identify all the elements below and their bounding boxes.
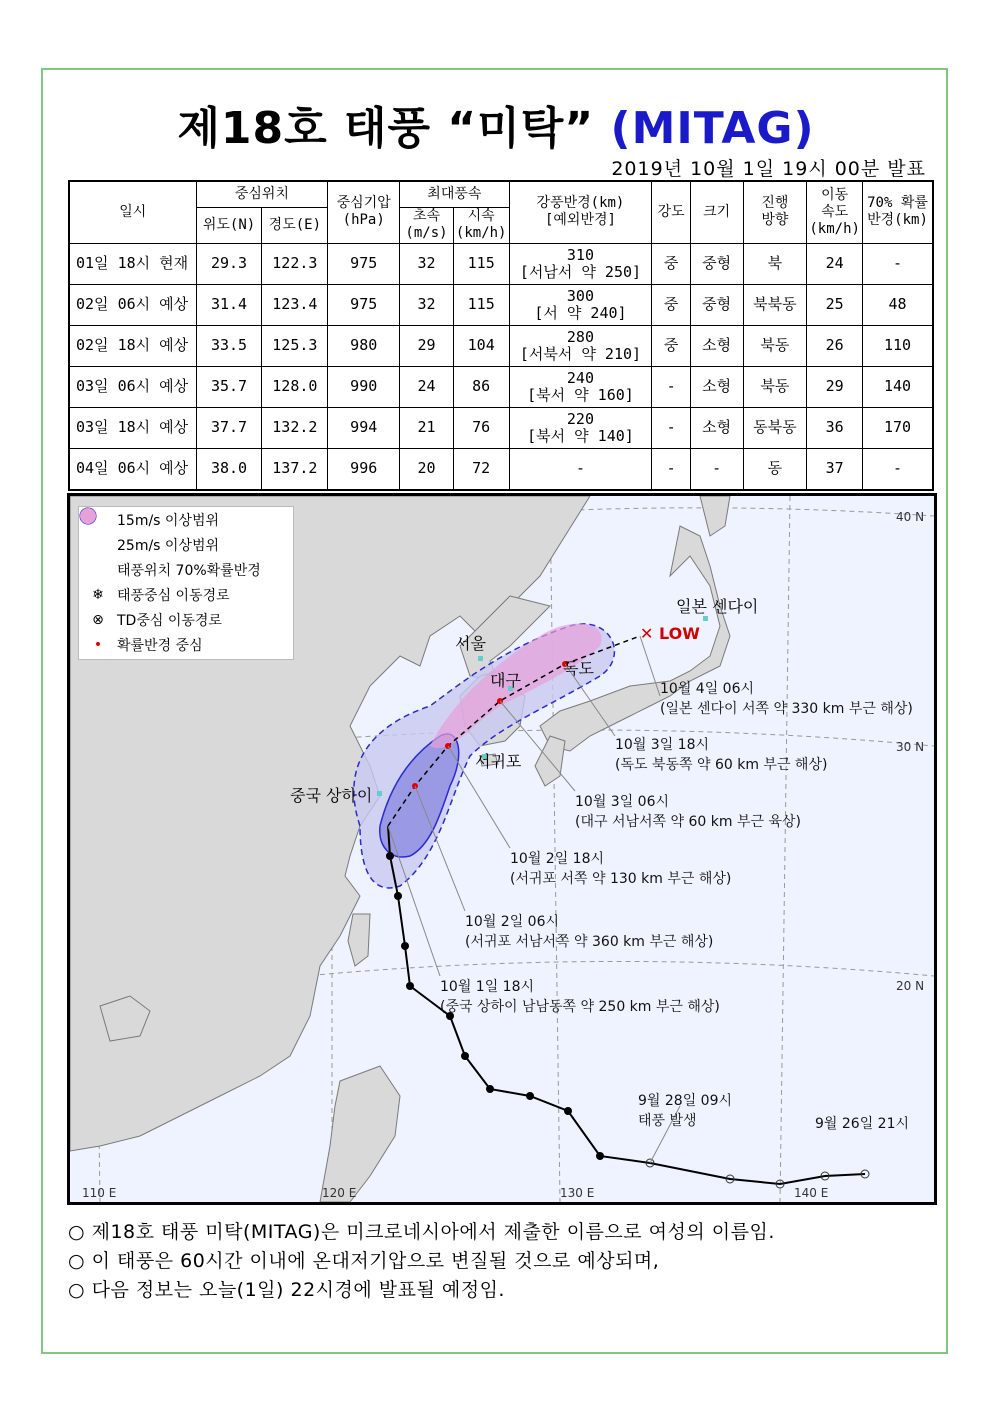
grid-label-lon120: 120 E <box>322 1186 357 1200</box>
cell-dt: 01일 18시 현재 <box>69 243 196 284</box>
cell-kmh: 76 <box>453 407 509 448</box>
col-pressure: 중심기압 (hPa) <box>328 181 400 243</box>
track-point <box>486 1085 494 1093</box>
cell-size: - <box>690 448 743 490</box>
track-point <box>564 1107 572 1115</box>
cell-ms: 32 <box>400 243 454 284</box>
cell-size: 소형 <box>690 407 743 448</box>
city-sendai: 일본 센다이 <box>676 597 759 616</box>
typhoon-track-map <box>67 493 937 1205</box>
cell-kmh: 104 <box>453 325 509 366</box>
cell-lon: 125.3 <box>262 325 328 366</box>
cell-ms: 24 <box>400 366 454 407</box>
cell-dt: 03일 18시 예상 <box>69 407 196 448</box>
cell-str: - <box>652 448 690 490</box>
track-point <box>401 942 409 950</box>
cell-ms: 20 <box>400 448 454 490</box>
cell-p: 980 <box>328 325 400 366</box>
label-oct2-18: 10월 2일 18시 (서귀포 서쪽 약 130 km 부근 해상) <box>510 851 732 887</box>
table-row <box>69 448 933 490</box>
hokkaido-land <box>700 496 730 536</box>
cell-p: 994 <box>328 407 400 448</box>
cell-p: 996 <box>328 448 400 490</box>
city-seoul: 서울 <box>455 634 486 653</box>
cell-radius: 300 [서 약 240] <box>509 284 652 325</box>
city-daegu: 대구 <box>490 671 521 690</box>
notes <box>68 1218 775 1305</box>
cell-str: 중 <box>652 243 690 284</box>
legend-prob: 태풍위치 70%확률반경 <box>79 557 293 582</box>
cell-dir: 북 <box>743 243 807 284</box>
td-points <box>646 1159 869 1188</box>
title-english: (MITAG) <box>610 103 815 154</box>
cell-size: 중형 <box>690 243 743 284</box>
table-row <box>69 325 933 366</box>
cell-spd: 24 <box>807 243 863 284</box>
grid-label-lat40: 40 N <box>896 510 925 524</box>
low-marker: ✕ LOW <box>640 624 700 643</box>
cell-p: 975 <box>328 284 400 325</box>
cell-prob: - <box>863 448 934 490</box>
col-lon: 경도(E) <box>262 207 328 243</box>
grid-label-lat20: 20 N <box>896 979 925 993</box>
cell-kmh: 72 <box>453 448 509 490</box>
legend-15ms: 15m/s 이상범위 <box>79 507 293 532</box>
label-oct3-18: 10월 3일 18시 (독도 북동쪽 약 60 km 부근 해상) <box>615 737 828 773</box>
label-oct2-06: 10월 2일 06시 (서귀포 서남서쪽 약 360 km 부근 해상) <box>465 914 714 950</box>
cell-radius: 310 [서남서 약 250] <box>509 243 652 284</box>
col-size: 크기 <box>690 181 743 243</box>
col-radius: 강풍반경(km) [예외반경] <box>509 181 652 243</box>
cell-radius: 220 [북서 약 140] <box>509 407 652 448</box>
col-direction: 진행 방향 <box>743 181 807 243</box>
taiwan-land <box>348 914 370 966</box>
cell-prob: - <box>863 243 934 284</box>
col-strength: 강도 <box>652 181 690 243</box>
city-shanghai: 중국 상하이 <box>290 786 373 805</box>
cell-dir: 동 <box>743 448 807 490</box>
cell-lat: 31.4 <box>196 284 262 325</box>
cell-kmh: 86 <box>453 366 509 407</box>
cell-p: 975 <box>328 243 400 284</box>
cell-size: 소형 <box>690 325 743 366</box>
grid-label-lon130: 130 E <box>560 1186 595 1200</box>
table-row <box>69 284 933 325</box>
cell-dt: 02일 18시 예상 <box>69 325 196 366</box>
cell-spd: 36 <box>807 407 863 448</box>
col-center: 중심위치 <box>196 181 328 207</box>
grid-label-lat30: 30 N <box>896 740 925 754</box>
cell-lon: 122.3 <box>262 243 328 284</box>
cell-lon: 123.4 <box>262 284 328 325</box>
map-legend <box>78 506 294 660</box>
cell-dir: 북북동 <box>743 284 807 325</box>
col-lat: 위도(N) <box>196 207 262 243</box>
city-dokdo: 독도 <box>563 659 594 678</box>
cell-lat: 35.7 <box>196 366 262 407</box>
page-title <box>0 92 992 156</box>
cell-kmh: 115 <box>453 284 509 325</box>
cell-radius: 280 [서북서 약 210] <box>509 325 652 366</box>
note-1: ○ 제18호 태풍 미탁(MITAG)은 미크로네시아에서 제출한 이름으로 여성의 이름임. <box>68 1221 775 1243</box>
label-oct1-18: 10월 1일 18시 (중국 상하이 남남동쪽 약 250 km 부근 해상) <box>440 979 720 1015</box>
cell-p: 990 <box>328 366 400 407</box>
cell-prob: 48 <box>863 284 934 325</box>
grid-label-lon110: 110 E <box>82 1186 117 1200</box>
typhoon-icon: ❄ <box>92 586 104 603</box>
cell-ms: 32 <box>400 284 454 325</box>
legend-td-track: ⊗ TD중심 이동경로 <box>79 607 293 632</box>
cell-radius: - <box>509 448 652 490</box>
col-speed: 이동 속도 (km/h) <box>807 181 863 243</box>
track-point <box>386 852 394 860</box>
cell-dir: 북동 <box>743 325 807 366</box>
cell-prob: 110 <box>863 325 934 366</box>
track-point <box>406 982 414 990</box>
city-seogwipo: 서귀포 <box>475 752 522 771</box>
cell-lat: 37.7 <box>196 407 262 448</box>
philippines-land <box>320 1066 400 1202</box>
legend-25ms: 25m/s 이상범위 <box>79 532 293 557</box>
col-kmh: 시속 (km/h) <box>453 207 509 243</box>
table-row <box>69 366 933 407</box>
col-datetime: 일시 <box>69 181 196 243</box>
label-sep28-09: 9월 28일 09시 태풍 발생 <box>638 1093 733 1129</box>
cell-lat: 38.0 <box>196 448 262 490</box>
cell-radius: 240 [북서 약 160] <box>509 366 652 407</box>
cell-lon: 137.2 <box>262 448 328 490</box>
cell-ms: 21 <box>400 407 454 448</box>
cell-dir: 동북동 <box>743 407 807 448</box>
track-point <box>596 1152 604 1160</box>
cell-lon: 132.2 <box>262 407 328 448</box>
label-oct3-06: 10월 3일 06시 (대구 서남서쪽 약 60 km 부근 육상) <box>575 794 801 830</box>
cell-spd: 25 <box>807 284 863 325</box>
cell-dt: 02일 06시 예상 <box>69 284 196 325</box>
city-marker <box>478 656 483 661</box>
grid-lon140 <box>780 496 790 1202</box>
note-3: ○ 다음 정보는 오늘(1일) 22시경에 발표될 예정임. <box>68 1279 505 1301</box>
label-sep26-21: 9월 26일 21시 <box>815 1116 910 1132</box>
cell-spd: 26 <box>807 325 863 366</box>
city-marker <box>377 791 382 796</box>
cell-spd: 37 <box>807 448 863 490</box>
cell-dt: 03일 06시 예상 <box>69 366 196 407</box>
table-row <box>69 243 933 284</box>
cell-size: 중형 <box>690 284 743 325</box>
forecast-table <box>68 180 934 491</box>
cell-kmh: 115 <box>453 243 509 284</box>
cell-str: 중 <box>652 325 690 366</box>
col-maxwind: 최대풍속 <box>400 181 509 207</box>
col-ms: 초속 (m/s) <box>400 207 454 243</box>
cell-str: - <box>652 366 690 407</box>
legend-prob-center: • 확률반경 중심 <box>79 632 293 657</box>
cell-lat: 29.3 <box>196 243 262 284</box>
grid-label-lon140: 140 E <box>794 1186 829 1200</box>
dot-icon: • <box>93 636 103 653</box>
track-point <box>526 1092 534 1100</box>
cell-dir: 북동 <box>743 366 807 407</box>
cell-prob: 140 <box>863 366 934 407</box>
cell-str: 중 <box>652 284 690 325</box>
cell-ms: 29 <box>400 325 454 366</box>
cell-lon: 128.0 <box>262 366 328 407</box>
td-icon: ⊗ <box>92 611 104 628</box>
title-korean: 제18호 태풍 “미탁” <box>177 103 595 154</box>
cell-dt: 04일 06시 예상 <box>69 448 196 490</box>
track-point <box>394 892 402 900</box>
label-oct4-06: 10월 4일 06시 (일본 센다이 서쪽 약 330 km 부근 해상) <box>660 681 913 717</box>
cell-size: 소형 <box>690 366 743 407</box>
cell-lat: 33.5 <box>196 325 262 366</box>
cell-str: - <box>652 407 690 448</box>
note-2: ○ 이 태풍은 60시간 이내에 온대저기압으로 변질될 것으로 예상되며, <box>68 1250 660 1272</box>
cell-prob: 170 <box>863 407 934 448</box>
track-point <box>461 1052 469 1060</box>
legend-track: ❄ 태풍중심 이동경로 <box>79 582 293 607</box>
issued-time: 2019년 10월 1일 19시 00분 발표 <box>611 158 926 180</box>
col-prob: 70% 확률 반경(km) <box>863 181 934 243</box>
cell-spd: 29 <box>807 366 863 407</box>
table-row <box>69 407 933 448</box>
